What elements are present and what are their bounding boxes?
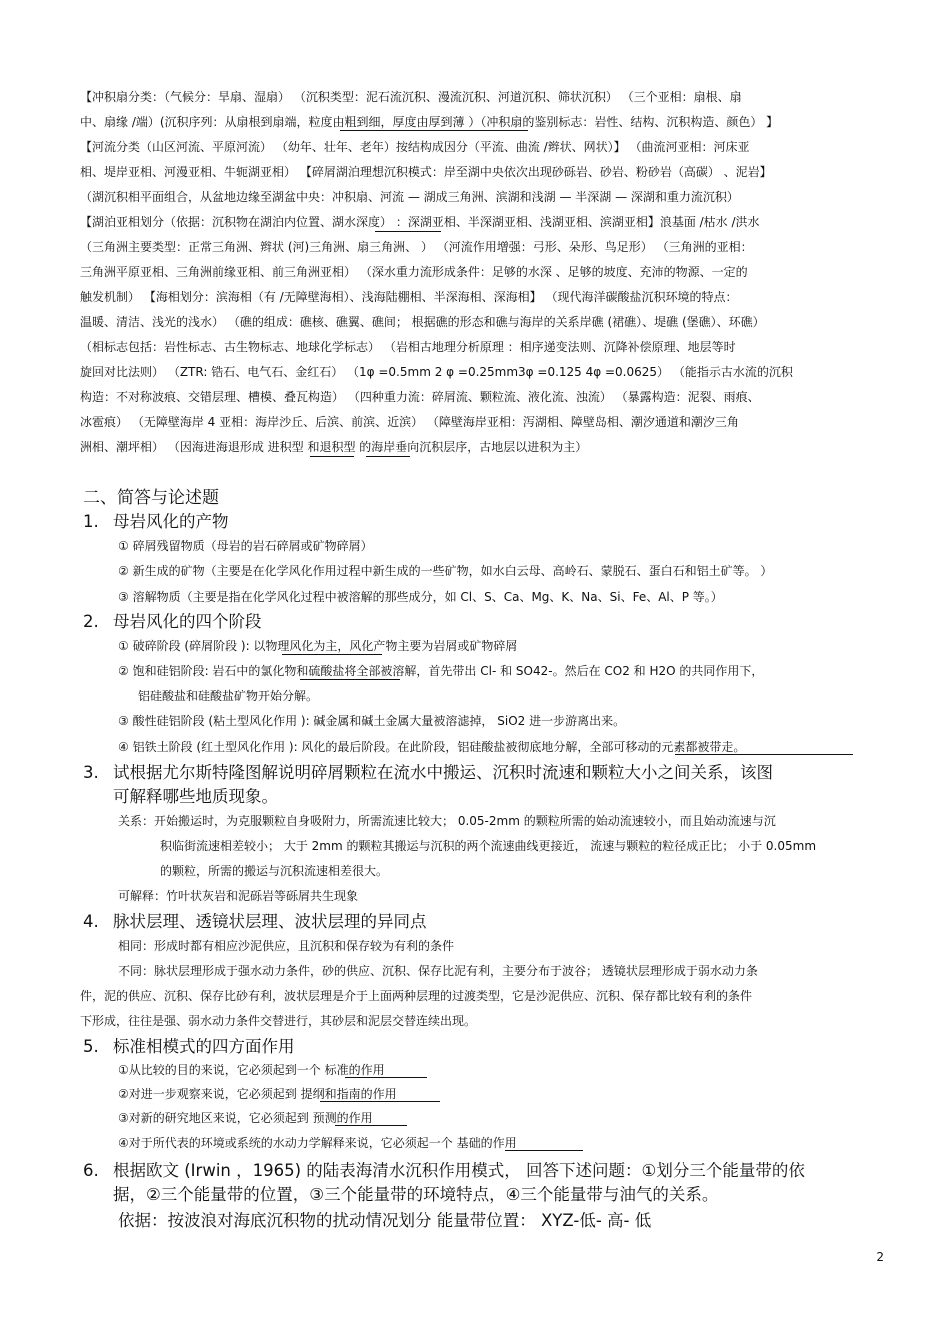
list-item: ② 新生成的矿物（主要是在化学风化作用过程中新生成的一些矿物，如水白云母、高岭石、蒙脱石、蛋白石和铝土矿等。 ） [118, 564, 773, 578]
question-title: 母岩风化的产物 [113, 512, 229, 531]
summary-line: 【湖泊亚相划分（依据：沉积物在湖泊内位置、湖水深度） ：深湖亚相、半深湖亚相、浅湖亚相、滨湖亚相】浪基面 /枯水 /洪水 [80, 215, 760, 229]
answer-line: 依据：按波浪对海底沉积物的扰动情况划分 能量带位置： XYZ-低- 高- 低 [118, 1211, 652, 1230]
list-item: ③ 酸性硅铝阶段 (粘土型风化作用 ): 碱金属和碱土金属大量被溶滤掉， SiO2 进一步游离出来。 [118, 714, 626, 728]
answer-line: 相同：形成时都有相应沙泥供应，且沉积和保存较为有利的条件 [118, 939, 455, 953]
summary-line: 洲相、潮坪相） （因海进海退形成 进积型 和退积型 的海岸垂向沉积层序，古地层以进积为主） [80, 440, 588, 454]
underline [345, 1077, 427, 1078]
answer-line: 可解释：竹叶状灰岩和泥砾岩等砾屑共生现象 [118, 889, 359, 903]
summary-line: 相、堤岸亚相、河漫亚相、牛轭湖亚相） 【碎屑湖泊理想沉积模式：岸至湖中央依次出现砂砾岩、砂岩、粉砂岩（高碳） 、泥岩】 [80, 165, 772, 179]
list-item: ③对新的研究地区来说，它必须起到 预测的作用 [118, 1111, 373, 1125]
question-number: 1. [83, 512, 99, 531]
question-heading [83, 611, 262, 633]
summary-line: 构造：不对称波痕、交错层理、槽模、叠瓦构造） （四种重力流：碎屑流、颗粒流、液化流、浊流） （暴露构造：泥裂、雨痕、 [80, 390, 760, 404]
question-number: 3. [83, 763, 99, 782]
list-item: ④对于所代表的环境或系统的水动力学解释来说，它必须起一个 基础的作用 [118, 1136, 517, 1150]
section-title: 二、简答与论述题 [83, 488, 219, 508]
question-title: 脉状层理、透镜状层理、波状层理的异同点 [113, 912, 427, 931]
question-number: 6. [83, 1161, 99, 1180]
list-item: ① 破碎阶段 (碎屑阶段 ): 以物理风化为主，风化产物主要为岩屑或矿物碎屑 [118, 639, 518, 653]
answer-line: 的颗粒，所需的搬运与沉积流速相差很大。 [160, 864, 389, 878]
question-title: 母岩风化的四个阶段 [113, 612, 262, 631]
question-heading [83, 511, 229, 533]
underline [675, 754, 853, 755]
question-title: 试根据尤尔斯特隆图解说明碎屑颗粒在流水中搬运、沉积时流速和颗粒大小之间关系，该图 [113, 763, 773, 782]
question-number: 2. [83, 612, 99, 631]
question-number: 5. [83, 1037, 99, 1056]
underline [340, 130, 528, 131]
summary-line: （相标志包括：岩性标志、古生物标志、地球化学标志） （岩相古地理分析原理 ：相序递变法则、沉降补偿原理、地层等时 [80, 340, 736, 354]
answer-line: 件，泥的供应、沉积、保存比砂有利，波状层理是介于上面两种层理的过渡类型，它是沙泥供应、沉积、保存都比较有利的条件 [80, 989, 753, 1003]
list-item: ①从比较的目的来说，它必须起到一个 标准的作用 [118, 1063, 385, 1077]
list-item: ④ 铝铁土阶段 (红土型风化作用 ): 风化的最后阶段。在此阶段，铝硅酸盐被彻底地分解，全部可移动的元素都被带走。 [118, 740, 746, 754]
list-item: ② 饱和硅铝阶段: 岩石中的氯化物和硫酸盐将全部被溶解，首先带出 Cl- 和 SO42-。然后在 CO2 和 H2O 的共同作用下， [118, 664, 764, 678]
list-item: 铝硅酸盐和硅酸盐矿物开始分解。 [138, 689, 319, 703]
summary-line: 三角洲平原亚相、三角洲前缘亚相、前三角洲亚相） （深水重力流形成条件：足够的水深 、足够的坡度、充沛的物源、一定的 [80, 265, 748, 279]
summary-line: （三角洲主要类型：正常三角洲、辫状 (河)三角洲、扇三角洲、 ） （河流作用增强：弓形、朵形、鸟足形） （三角洲的亚相： [80, 240, 753, 254]
underline [335, 1125, 407, 1126]
underline [505, 1150, 583, 1151]
question-heading [83, 1036, 295, 1058]
list-item: ① 碎屑残留物质（母岩的岩石碎屑或矿物碎屑） [118, 539, 373, 553]
question-title: 标准相模式的四方面作用 [113, 1037, 295, 1056]
underline [366, 456, 410, 457]
underline [375, 231, 441, 232]
underline [320, 1101, 440, 1102]
summary-line: 温暖、清洁、浅光的浅水） （礁的组成：礁核、礁翼、礁间； 根据礁的形态和礁与海岸的关系岸礁 (裙礁）、堤礁 (堡礁）、环礁） [80, 315, 765, 329]
question-heading [83, 1160, 805, 1182]
page-number: 2 [876, 1250, 884, 1264]
question-title: 根据欧文 (Irwin ，1965) 的陆表海清水沉积作用模式， 回答下述问题：①划分三个能量带的依 [113, 1161, 805, 1180]
answer-line: 不同：脉状层理形成于强水动力条件，砂的供应、沉积、保存比泥有利，主要分布于波谷； 透镜状层理形成于弱水动力条 [118, 964, 758, 978]
underline [300, 679, 400, 680]
list-item: ②对进一步观察来说，它必须起到 提纲和指南的作用 [118, 1087, 397, 1101]
question-title-cont: 可解释哪些地质现象。 [113, 787, 278, 806]
underline [310, 456, 354, 457]
question-heading [83, 762, 773, 784]
list-item: ③ 溶解物质（主要是指在化学风化过程中被溶解的那些成分，如 Cl、S、Ca、Mg、K、Na、Si、Fe、Al、P 等。） [118, 590, 723, 604]
summary-line: 【河流分类（山区河流、平原河流） （幼年、壮年、老年）按结构成因分（平流、曲流 /辫状、网状）】 （曲流河亚相：河床亚 [80, 140, 750, 154]
answer-line: 积临街流速相差较小； 大于 2mm 的颗粒其搬运与沉积的两个流速曲线更接近， 流速与颗粒的粒径成正比； 小于 0.05mm [160, 839, 817, 853]
underline [282, 654, 382, 655]
answer-line: 下形成，往往是强、弱水动力条件交替进行，其砂层和泥层交替连续出现。 [80, 1014, 477, 1028]
question-heading [83, 911, 427, 933]
summary-line: 触发机制） 【海相划分：滨海相（有 /无障壁海相）、浅海陆棚相、半深海相、深海相】 （现代海洋碳酸盐沉积环境的特点： [80, 290, 738, 304]
summary-line: 冰雹痕） （无障壁海岸 4 亚相：海岸沙丘、后滨、前滨、近滨） （障壁海岸亚相：泻湖相、障壁岛相、潮汐通道和潮汐三角 [80, 415, 739, 429]
question-number: 4. [83, 912, 99, 931]
summary-line: 旋回对比法则） （ZTR: 锆石、电气石、金红石） （1φ =0.5mm 2 φ =0.25mm3φ =0.125 4φ =0.0625） （能指示古水流的沉积 [80, 365, 793, 379]
answer-line: 关系：开始搬运时，为克服颗粒自身吸附力，所需流速比较大； 0.05-2mm 的颗粒所需的始动流速较小，而且始动流速与沉 [118, 814, 776, 828]
summary-line: 中、扇缘 /端）(沉积序列：从扇根到扇端，粒度由粗到细，厚度由厚到薄 ）（冲积扇的鉴别标志：岩性、结构、沉积构造、颜色） 】 [80, 115, 779, 129]
summary-line: 【冲积扇分类：（气候分：旱扇、湿扇） （沉积类型：泥石流沉积、漫流沉积、河道沉积、筛状沉积） （三个亚相：扇根、扇 [80, 90, 742, 104]
summary-line: （湖沉积相平面组合，从盆地边缘至湖盆中央：冲积扇、河流 — 湖成三角洲、滨湖和浅湖 — 半深湖 — 深湖和重力流沉积） [80, 190, 739, 204]
question-title-cont: 据，②三个能量带的位置，③三个能量带的环境特点，④三个能量带与油气的关系。 [113, 1185, 719, 1204]
